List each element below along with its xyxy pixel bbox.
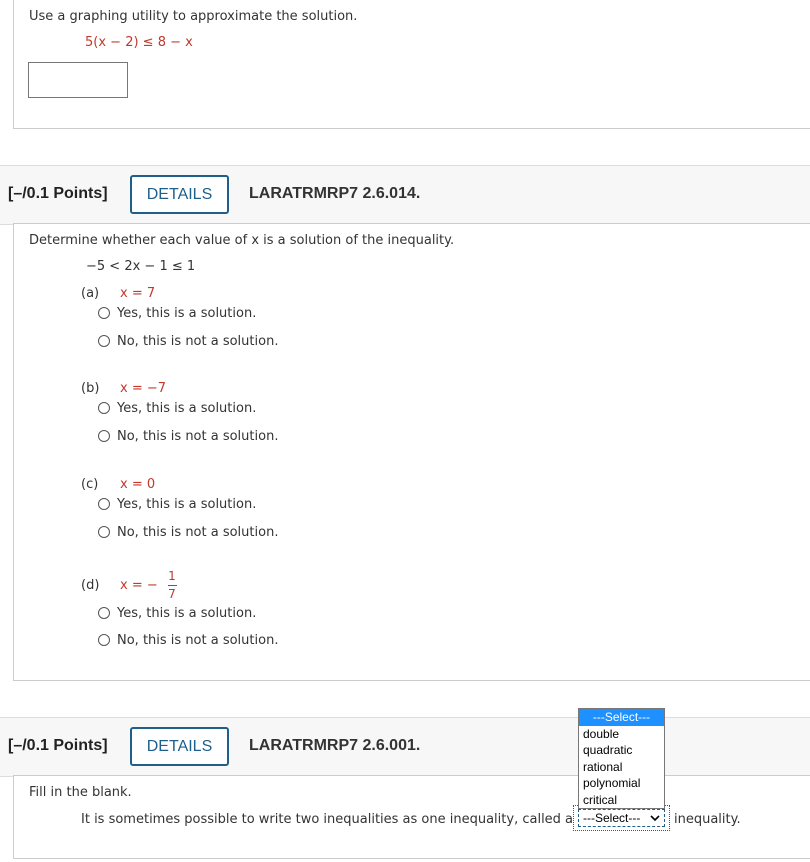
q2-part-d-fraction-bar bbox=[168, 585, 177, 586]
q2-part-d-yes-label[interactable]: Yes, this is a solution. bbox=[117, 606, 257, 621]
q2-part-d-no-radio[interactable] bbox=[98, 634, 110, 646]
q2-part-b-no-label[interactable]: No, this is not a solution. bbox=[117, 429, 279, 444]
q3-sentence-before: It is sometimes possible to write two inequalities as one inequality, called a bbox=[81, 812, 574, 827]
q2-part-b-value: x = −7 bbox=[120, 381, 167, 396]
q2-part-d-denominator: 7 bbox=[168, 587, 176, 601]
q1-inequality: 5(x − 2) ≤ 8 − x bbox=[85, 35, 193, 50]
q2-part-c-yes-label[interactable]: Yes, this is a solution. bbox=[117, 497, 257, 512]
q2-part-a-value: x = 7 bbox=[120, 286, 156, 301]
q3-instruction: Fill in the blank. bbox=[29, 785, 132, 800]
q2-part-d-yes-radio[interactable] bbox=[98, 607, 110, 619]
q2-prompt bbox=[29, 233, 454, 248]
option-select[interactable]: ---Select--- bbox=[579, 709, 664, 726]
option-critical[interactable]: critical bbox=[583, 792, 618, 807]
q2-part-a-yes-label[interactable]: Yes, this is a solution. bbox=[117, 306, 257, 321]
q3-points: [–/0.1 Points] bbox=[8, 737, 108, 754]
q2-details-button[interactable]: DETAILS bbox=[130, 175, 229, 214]
option-polynomial[interactable]: polynomial bbox=[583, 776, 641, 790]
chevron-down-icon bbox=[650, 810, 660, 830]
q3-blank-select[interactable] bbox=[578, 809, 665, 827]
q2-part-c-no-label[interactable]: No, this is not a solution. bbox=[117, 525, 279, 540]
q2-prompt-text: Determine whether each value of x is a solution of the inequality. bbox=[29, 233, 455, 248]
q2-part-a-yes-radio[interactable] bbox=[98, 307, 110, 319]
q2-part-a-label: (a) bbox=[81, 286, 100, 301]
q1-answer-input[interactable] bbox=[28, 62, 128, 98]
q2-part-c-yes-radio[interactable] bbox=[98, 498, 110, 510]
q2-part-a-no-label[interactable]: No, this is not a solution. bbox=[117, 334, 279, 349]
q2-points: [–/0.1 Points] bbox=[8, 185, 108, 202]
q2-inequality: −5 < 2x − 1 ≤ 1 bbox=[86, 259, 196, 274]
q2-part-d-numerator: 1 bbox=[168, 569, 176, 583]
q2-part-c-no-radio[interactable] bbox=[98, 526, 110, 538]
q3-select-value: ---Select--- bbox=[583, 811, 641, 825]
q2-part-b-yes-label[interactable]: Yes, this is a solution. bbox=[117, 401, 257, 416]
option-double[interactable]: double bbox=[583, 726, 620, 741]
option-quadratic[interactable]: quadratic bbox=[583, 743, 633, 757]
q2-part-b-yes-radio[interactable] bbox=[98, 402, 110, 414]
q3-code: LARATRMRP7 2.6.001. bbox=[249, 737, 421, 754]
q3-select-options[interactable] bbox=[578, 708, 665, 809]
q2-part-d-no-label[interactable]: No, this is not a solution. bbox=[117, 633, 279, 648]
q3-sentence-after: inequality. bbox=[674, 812, 741, 827]
q2-part-c-value: x = 0 bbox=[120, 477, 156, 492]
q2-part-b-label: (b) bbox=[81, 381, 100, 396]
q2-part-b-no-radio[interactable] bbox=[98, 430, 110, 442]
option-rational[interactable]: rational bbox=[583, 759, 623, 774]
q3-details-button[interactable]: DETAILS bbox=[130, 727, 229, 766]
q2-code: LARATRMRP7 2.6.014. bbox=[249, 185, 421, 202]
q2-part-d-label: (d) bbox=[81, 578, 100, 593]
q2-part-c-label: (c) bbox=[81, 477, 99, 492]
q2-part-a-no-radio[interactable] bbox=[98, 335, 110, 347]
q2-part-d-value: x = − bbox=[120, 578, 158, 593]
q1-prompt: Use a graphing utility to approximate the solution. bbox=[29, 9, 358, 24]
